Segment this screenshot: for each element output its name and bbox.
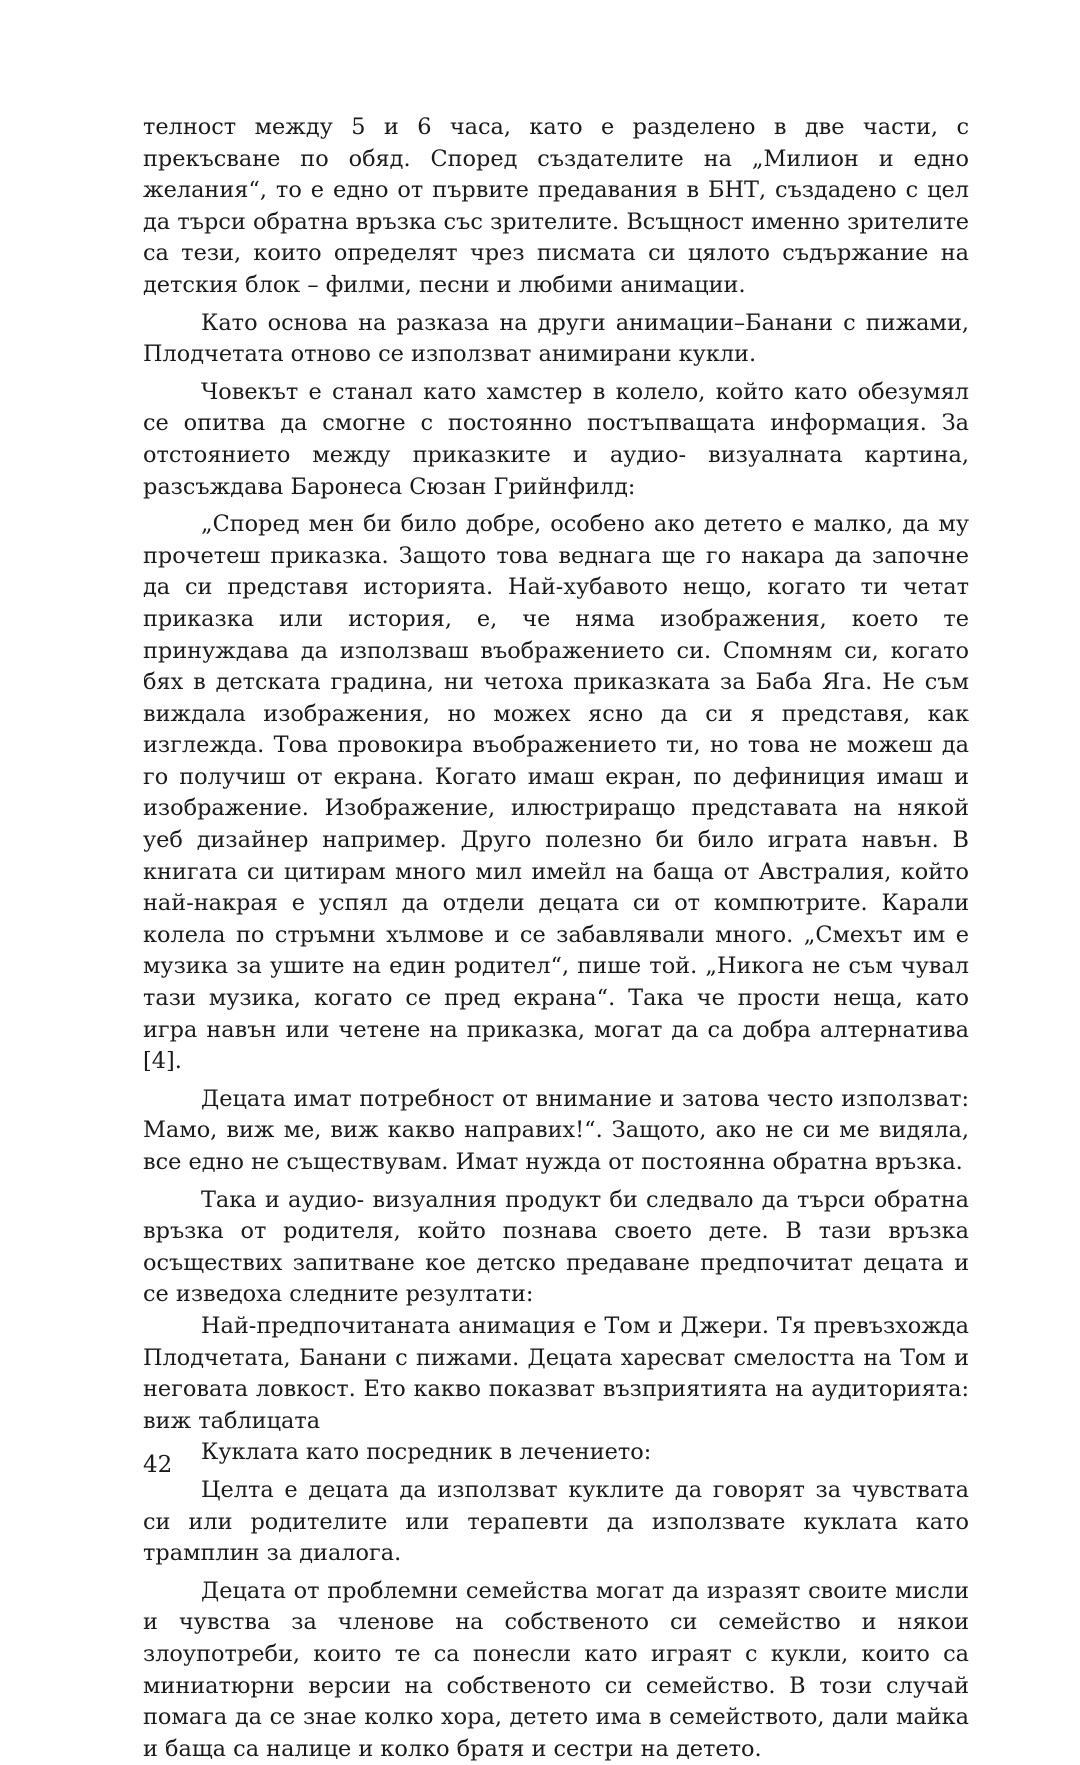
paragraph-tom-and-jerry: Най-предпочитаната анимация е Том и Джери. Тя превъзхожда Плодчетата, Банани с пижами. Децата харесват смелостта на Том и неговата ловкост. Ето какво показват възприятията на аудиторията: виж таблицата: [143, 1312, 969, 1434]
page-number: 42: [143, 1452, 173, 1478]
paragraph-animations-basis: Като основа на разказа на други анимации–Банани с пижами, Плодчетата отново се използват анимирани кукли.: [143, 309, 969, 368]
body-text: [143, 112, 969, 1765]
paragraph-goal: Целта е децата да използват куклите да говорят за чувствата си или родителите или терапевти да използвате куклата като трамплин за диалога.: [143, 1476, 969, 1567]
paragraph-hamster-wheel: Човекът е станал като хамстер в колело, който като обезумял се опитва да смогне с постоянно постъпващата информация. За отстоянието между приказките и аудио- визуалната картина, разсъждава Баронеса Сюзан Грийнфилд:: [143, 378, 969, 500]
paragraph-greenfield-quote: „Според мен би било добре, особено ако детето е малко, да му прочетеш приказка. Защото това веднага ще го накара да започне да си представя историята. Най-хубавото нещо, когато ти четат приказка или история, е, че няма изображения, което те принуждава да използваш въображението си. Спомням си, когато бях в детската градина, ни четоха приказката за Баба Яга. Не съм виждала изображения, но можех ясно да си я представя, как изглежда. Това провокира въображението ти, но това не можеш да го получиш от екрана. Когато имаш екран, по дефиниция имаш и изображение. Изображение, илюстриращо представата на някой уеб дизайнер например. Друго полезно би било играта навън. В книгата си цитирам много мил имейл на баща от Австралия, който най-накрая е успял да отдели децата си от компютрите. Карали колела по стръмни хълмове и се забавлявали много. „Смехът им е музика за ушите на един родител“, пише той. „Никога не съм чувал тази музика, когато се пред екрана“. Така че прости неща, като игра навън или четене на приказка, могат да са добра алтернатива [4].: [143, 511, 969, 1075]
paragraph-need-attention: Децата имат потребност от внимание и затова често използват: Мамо, виж ме, виж какво направих!“. Защото, ако не си ме видяла, все едно не съществувам. Имат нужда от постоянна обратна връзка.: [143, 1085, 969, 1175]
paragraph-audio-visual-feedback: Така и аудио- визуалния продукт би следвало да търси обратна връзка от родителя, който познава своето дете. В тази връзка осъществих запитване кое детско предаване предпочитат децата и се изведоха следните резултати:: [143, 1186, 969, 1308]
paragraph-continuation: телност между 5 и 6 часа, като е разделено в две части, с прекъсване по обяд. Според създателите на „Милион и едно желания“, то е едно от първите предавания в БНТ, създадено с цел да търси обратна връзка със зрителите. Всъщност именно зрителите са тези, които определят чрез писмата си цялото съдържание на детския блок – филми, песни и любими анимации.: [143, 114, 969, 298]
paragraph-doll-mediator: Куклата като посредник в лечението:: [201, 1439, 652, 1466]
paragraph-troubled-families: Децата от проблемни семейства могат да изразят своите мисли и чувства за членове на собственото си семейство и някои злоупотреби, които те са понесли като играят с кукли, които са миниатюрни версии на собственото си семейство. В този случай помага да се знае колко хора, детето има в семейството, дали майка и баща са налице и колко братя и сестри на детето.: [143, 1577, 969, 1762]
